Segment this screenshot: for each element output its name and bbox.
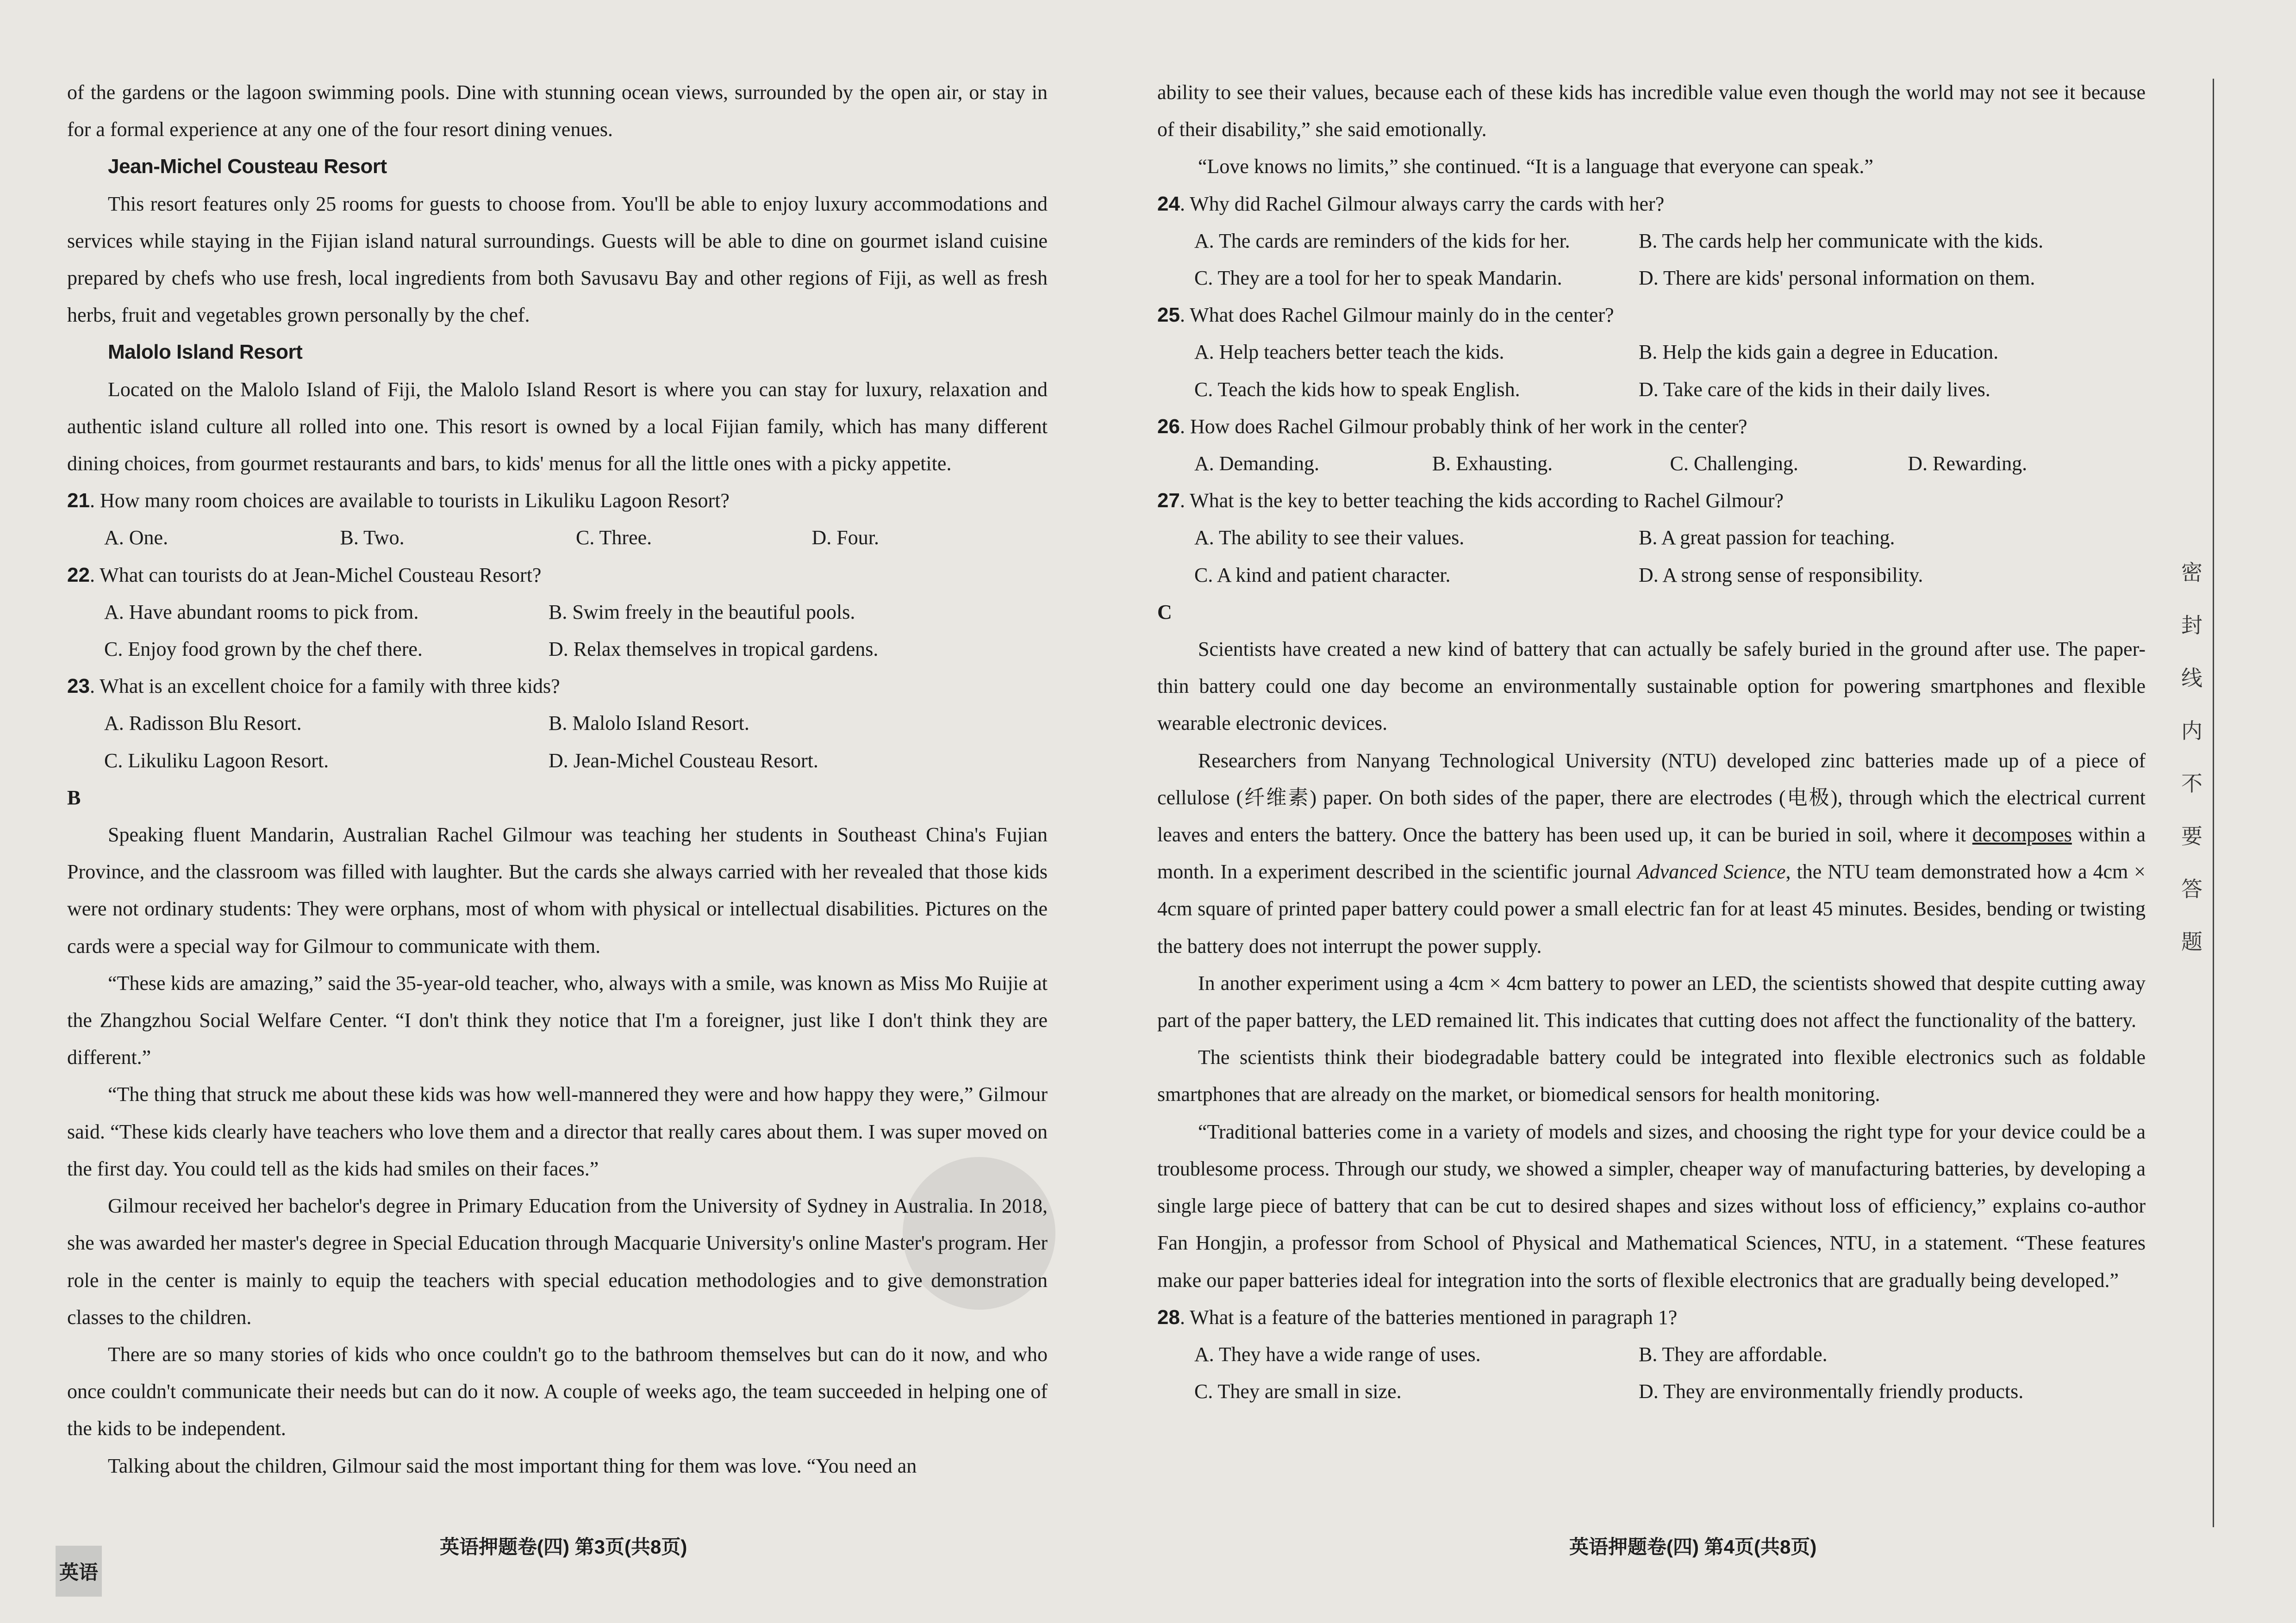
section-label-b: B [67, 786, 81, 809]
options-22 [67, 594, 1048, 668]
binding-notice: 密 封 线 内 不 要 答 题 [2181, 560, 2202, 954]
paragraph: “Traditional batteries come in a variety of models and sizes, and choosing the right type for your device could be a troublesome process. Through our study, we showed a simpler, cheaper way of manufacturing batteries, by developing a single large piece of battery that can be cut to desired shapes and sizes without loss of efficiency,” explains co-author Fan Hongjin, a professor from School of Physical and Mathematical Sciences, NTU, in a statement. “These features make our paper batteries ideal for integration into the sorts of flexible electronics that are gradually being developed.” [1157, 1120, 2146, 1292]
option-d[interactable]: D. Relax themselves in tropical gardens. [549, 638, 879, 661]
question-23: 23. What is an excellent choice for a family with three kids? [67, 675, 560, 698]
option-a[interactable]: A. Have abundant rooms to pick from. [104, 600, 419, 623]
options-25 [1157, 334, 2146, 408]
paragraph: Researchers from Nanyang Technological University (NTU) developed zinc batteries made up of a piece of cellulose (纤维素) paper. On both sides of the paper, there are electrodes (电极), through which the electrical current leaves and enters the battery. Once the battery has been used up, it can be buried in soil, where it decomposes within a month. In a experiment described in the scientific journal Advanced Science, the NTU team demonstrated how a 4cm × 4cm square of printed paper battery could power a small electric fan for at least 45 minutes. Besides, bending or twisting the battery does not interrupt the power supply. [1157, 749, 2146, 958]
options-27 [1157, 519, 2146, 593]
subject-tag: 英语 [56, 1546, 102, 1597]
paragraph: Talking about the children, Gilmour said the most important thing for them was love. “You need an [108, 1454, 917, 1477]
paragraph: Speaking fluent Mandarin, Australian Rachel Gilmour was teaching her students in Southeast China's Fujian Province, and the classroom was filled with laughter. But the cards she always carried with her revealed that those kids were not ordinary students: They were orphans, most of whom with physical or intellectual disabilities. Pictures on the cards were a special way for Gilmour to communicate with them. [67, 823, 1048, 958]
resort-heading: Jean-Michel Cousteau Resort [108, 155, 387, 178]
question-27: 27. What is the key to better teaching the kids according to Rachel Gilmour? [1157, 489, 1784, 512]
option-b[interactable]: B. Swim freely in the beautiful pools. [549, 600, 855, 623]
option-c[interactable]: C. Teach the kids how to speak English. [1194, 378, 1520, 401]
page-footer-left: 英语押题卷(四) 第3页(共8页) [440, 1536, 687, 1558]
option-a[interactable]: A. One. [104, 526, 168, 549]
option-d[interactable]: D. Four. [811, 526, 879, 549]
question-24: 24. Why did Rachel Gilmour always carry the cards with her? [1157, 192, 1665, 215]
underlined-word: decomposes [1972, 823, 2072, 846]
option-c[interactable]: C. Three. [576, 526, 652, 549]
paragraph: The scientists think their biodegradable battery could be integrated into flexible electronics such as foldable smartphones that are already on the market, or biomedical sensors for health monitoring. [1157, 1046, 2146, 1106]
option-b[interactable]: B. The cards help her communicate with the kids. [1639, 229, 2044, 252]
question-26: 26. How does Rachel Gilmour probably think of her work in the center? [1157, 415, 1747, 438]
option-b[interactable]: B. Malolo Island Resort. [549, 712, 749, 735]
resort-heading: Malolo Island Resort [108, 341, 303, 364]
option-d[interactable]: D. Rewarding. [1908, 452, 2028, 475]
option-a[interactable]: A. Demanding. [1194, 452, 1320, 475]
options-26 [1157, 445, 2146, 482]
option-c[interactable]: C. Challenging. [1670, 452, 1798, 475]
option-b[interactable]: B. They are affordable. [1639, 1343, 1828, 1366]
binding-line [2213, 79, 2214, 1527]
option-d[interactable]: D. They are environmentally friendly products. [1639, 1380, 2024, 1403]
question-25: 25. What does Rachel Gilmour mainly do in the center? [1157, 304, 1614, 327]
option-b[interactable]: B. Help the kids gain a degree in Education. [1639, 341, 1999, 364]
option-d[interactable]: D. Jean-Michel Cousteau Resort. [549, 749, 818, 772]
option-c[interactable]: C. A kind and patient character. [1194, 563, 1451, 586]
paragraph: ability to see their values, because each of these kids has incredible value even though the world may not see it because of their disability,” she said emotionally. [1157, 81, 2146, 141]
paragraph: “Love knows no limits,” she continued. “It is a language that everyone can speak.” [1198, 155, 1873, 178]
question-28: 28. What is a feature of the batteries mentioned in paragraph 1? [1157, 1306, 1678, 1329]
options-24 [1157, 223, 2146, 297]
journal-name: Advanced Science [1637, 860, 1786, 883]
paragraph: There are so many stories of kids who once couldn't go to the bathroom themselves but can do it now, and who once couldn't communicate their needs but can do it now. A couple of weeks ago, the team succeeded in helping one of the kids to be independent. [67, 1343, 1048, 1440]
options-23 [67, 705, 1048, 779]
paragraph: Gilmour received her bachelor's degree in Primary Education from the University of Sydney in Australia. In 2018, she was awarded her master's degree in Special Education through Macquarie University's online Master's program. Her role in the center is mainly to equip the teachers with special education methodologies and to give demonstration classes to the children. [67, 1194, 1048, 1329]
paragraph: Located on the Malolo Island of Fiji, the Malolo Island Resort is where you can stay for luxury, relaxation and authentic island culture all rolled into one. This resort is owned by a local Fijian family, which has many different dining choices, from gourmet restaurants and bars, to kids' menus for all the little ones with a picky appetite. [67, 378, 1048, 475]
option-a[interactable]: A. Help teachers better teach the kids. [1194, 341, 1504, 364]
option-b[interactable]: B. Two. [340, 526, 405, 549]
question-21: 21. How many room choices are available to tourists in Likuliku Lagoon Resort? [67, 489, 730, 512]
paragraph: “These kids are amazing,” said the 35-year-old teacher, who, always with a smile, was known as Miss Mo Ruijie at the Zhangzhou Social Welfare Center. “I don't think they notice that I'm a foreigner, just like I don't think they are different.” [67, 971, 1048, 1069]
section-label-c: C [1157, 600, 1172, 623]
option-c[interactable]: C. They are small in size. [1194, 1380, 1402, 1403]
option-a[interactable]: A. The cards are reminders of the kids for her. [1194, 229, 1570, 252]
option-c[interactable]: C. Enjoy food grown by the chef there. [104, 638, 423, 661]
options-28 [1157, 1336, 2146, 1410]
option-a[interactable]: A. They have a wide range of uses. [1194, 1343, 1481, 1366]
option-c[interactable]: C. They are a tool for her to speak Mandarin. [1194, 267, 1562, 290]
option-d[interactable]: D. There are kids' personal information on them. [1639, 267, 2035, 290]
page-footer-right: 英语押题卷(四) 第4页(共8页) [1569, 1536, 1817, 1558]
paragraph: of the gardens or the lagoon swimming pools. Dine with stunning ocean views, surrounded by the open air, or stay in for a formal experience at any one of the four resort dining venues. [67, 81, 1048, 141]
paragraph: “The thing that struck me about these kids was how well-mannered they were and how happy they were,” Gilmour said. “These kids clearly have teachers who love them and a director that really cares about them. I was super moved on the first day. You could tell as the kids had smiles on their faces.” [67, 1083, 1048, 1180]
option-a[interactable]: A. Radisson Blu Resort. [104, 712, 302, 735]
left-page [67, 74, 1048, 1485]
right-page [1157, 74, 2146, 1410]
paragraph: Scientists have created a new kind of battery that can actually be safely buried in the ground after use. The paper-thin battery could one day become an environmentally sustainable option for powering smartphones and flexible wearable electronic devices. [1157, 638, 2146, 735]
question-22: 22. What can tourists do at Jean-Michel Cousteau Resort? [67, 563, 542, 586]
paragraph: This resort features only 25 rooms for guests to choose from. You'll be able to enjoy luxury accommodations and services while staying in the Fijian island natural surroundings. Guests will be able to dine on gourmet island cuisine prepared by chefs who use fresh, local ingredients from both Savusavu Bay and other regions of Fiji, as well as fresh herbs, fruit and vegetables grown personally by the chef. [67, 192, 1048, 327]
option-d[interactable]: D. Take care of the kids in their daily lives. [1639, 378, 1990, 401]
options-21 [67, 519, 1048, 556]
paragraph: In another experiment using a 4cm × 4cm battery to power an LED, the scientists showed that despite cutting away part of the paper battery, the LED remained lit. This indicates that cutting does not affect the functionality of the battery. [1157, 971, 2146, 1032]
option-b[interactable]: B. Exhausting. [1432, 452, 1553, 475]
option-a[interactable]: A. The ability to see their values. [1194, 526, 1465, 549]
option-b[interactable]: B. A great passion for teaching. [1639, 526, 1895, 549]
option-d[interactable]: D. A strong sense of responsibility. [1639, 563, 1923, 586]
option-c[interactable]: C. Likuliku Lagoon Resort. [104, 749, 329, 772]
